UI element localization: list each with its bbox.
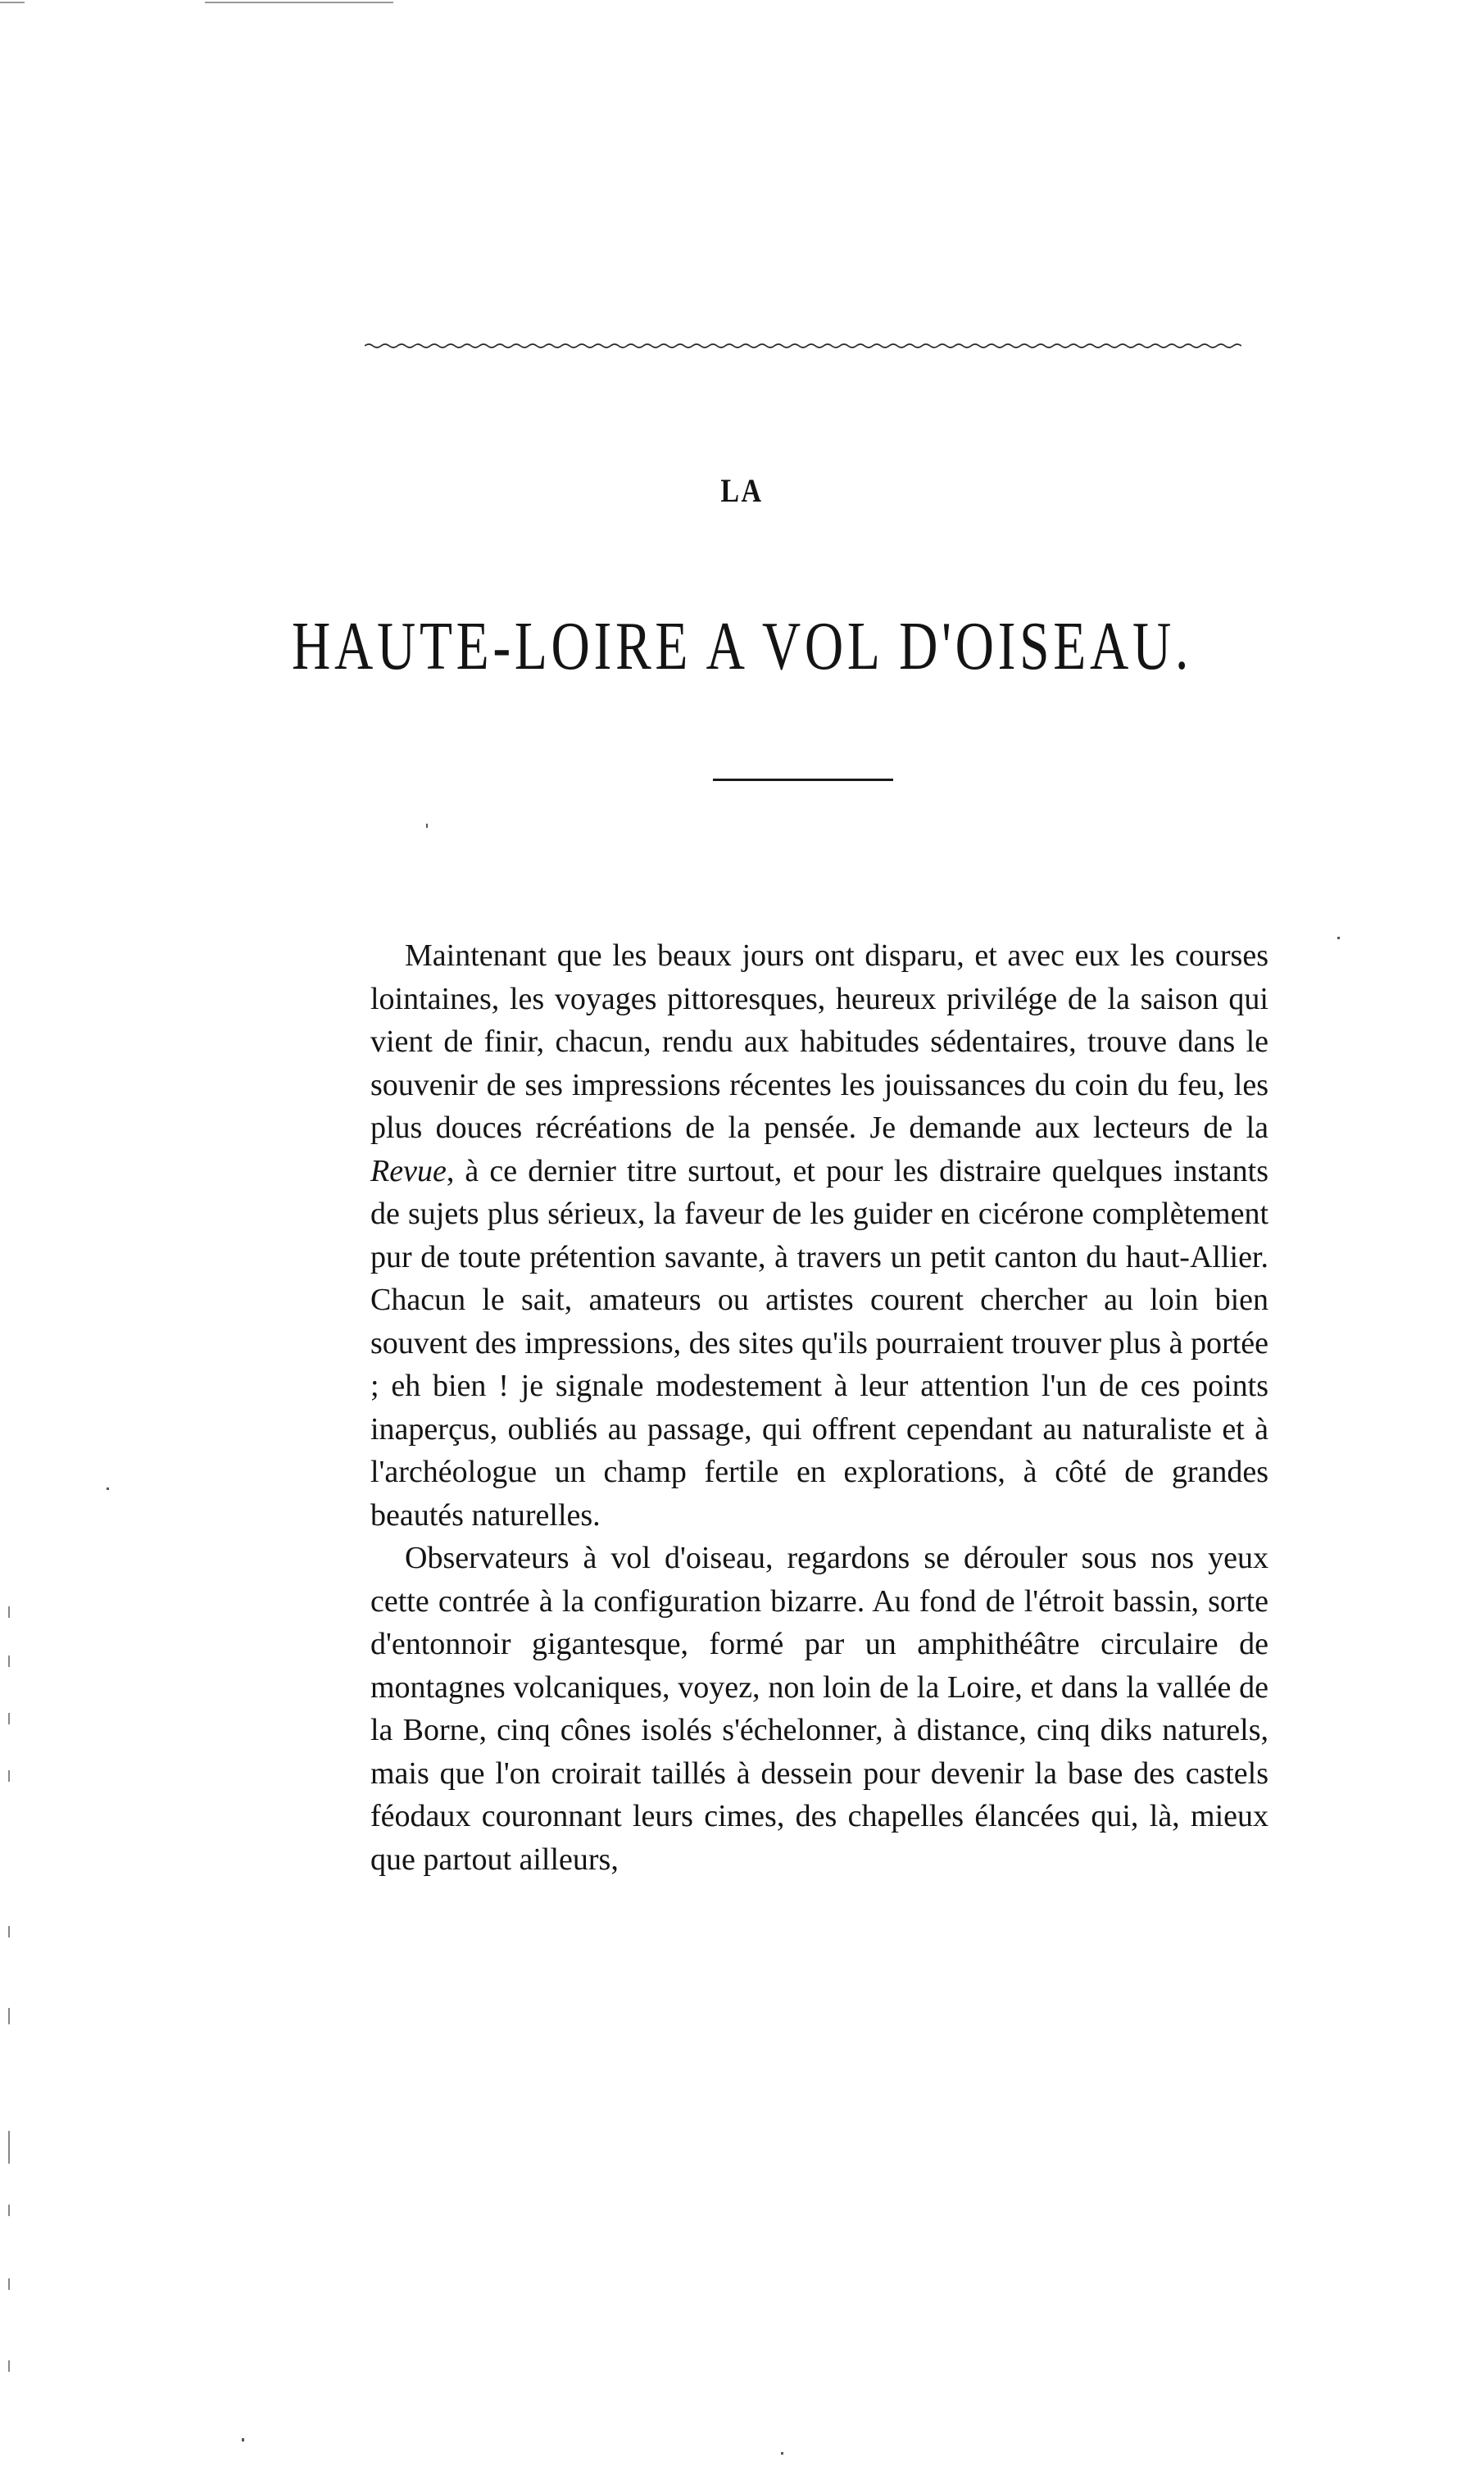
margin-mark: [8, 2131, 10, 2164]
title-rule: [713, 779, 893, 781]
margin-mark: [8, 1713, 10, 1724]
revue-italic: Revue: [370, 1153, 447, 1188]
ink-speck: [242, 2438, 244, 2441]
ink-speck: [1337, 937, 1340, 939]
article-title: HAUTE-LOIRE A VOL D'OISEAU.: [291, 608, 1193, 684]
paragraph-2: Observateurs à vol d'oiseau, regardons se dérouler sous nos yeux cette contrée à la configuration bizarre. Au fond de l'étroit bassin, sorte d'entonnoir gigantesque, formé par un amphithéâtre circulaire de montagnes volcaniques, voyez, non loin de la Loire, et dans la vallée de la Borne, cinq cônes isolés s'échelonner, à distance, cinq diks naturels, mais que l'on croirait taillés à dessein pour devenir la base des castels féodaux couronnant leurs cimes, des chapelles élancées qui, là, mieux que partout ailleurs,: [370, 1541, 1268, 1877]
margin-mark: [8, 1606, 10, 1618]
paragraph-1: [370, 934, 1268, 1537]
decorative-top-rule: [365, 340, 1241, 350]
article-supertitle: LA: [720, 472, 764, 509]
scan-edge-mark: [205, 2, 393, 3]
margin-mark: [8, 2360, 10, 2372]
scan-edge-mark: [0, 2, 25, 3]
margin-mark: [8, 1926, 10, 1937]
margin-mark: [8, 2008, 10, 2024]
paragraph-1-end: , à ce dernier titre surtout, et pour les distraire quelques instants de sujets plus sérieux, la faveur de les guider en cicérone complètement pur de toute prétention savante, à travers un petit canton du haut-Allier. Chacun le sait, amateurs ou artistes courent chercher au loin bien souvent des impressions, des sites qu'ils pourraient trouver plus à portée ; eh bien ! je signale modestement à leur attention l'un de ces points inaperçus, oubliés au passage, qui offrent cependant au naturaliste et à l'archéologue un champ fertile en explorations, à côté de grandes beautés naturelles.: [370, 1153, 1268, 1533]
margin-mark: [8, 2278, 10, 2290]
margin-mark: [8, 1656, 10, 1667]
margin-mark: [8, 2205, 10, 2216]
article-body: [370, 934, 1268, 1881]
margin-mark: [8, 1770, 10, 1782]
ink-speck: [781, 2452, 783, 2455]
ink-speck: [107, 1488, 109, 1490]
paragraph-1-start: Maintenant que les beaux jours ont disparu, et avec eux les courses lointaines, les voyages pittoresques, heureux privilége de la saison qui vient de finir, chacun, rendu aux habitudes sédentaires, trouve dans le souvenir de ses impressions récentes les jouissances du coin du feu, les plus douces récréations de la pensée. Je demande aux lecteurs de la: [370, 938, 1268, 1145]
ink-speck: [426, 824, 428, 828]
